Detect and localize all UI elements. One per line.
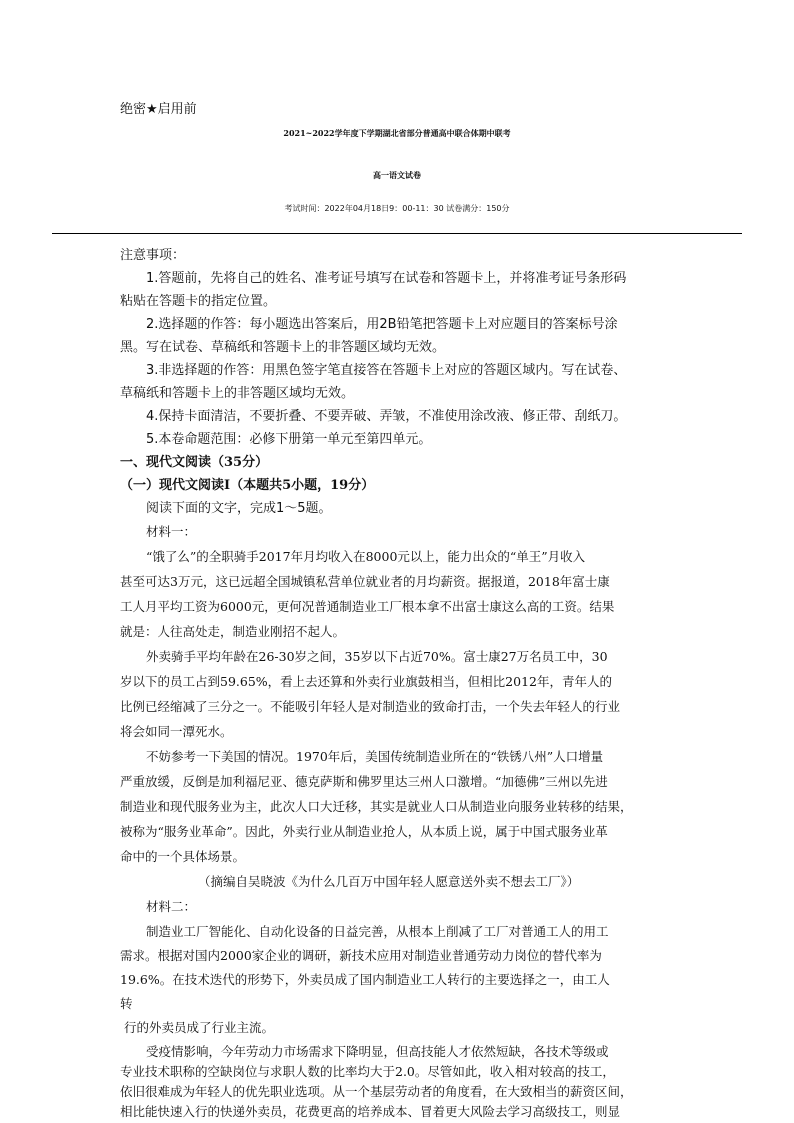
note-line: 草稿纸和答题卡上的非答题区域均无效。 [120, 386, 355, 401]
material2-line: 依旧很难成为年轻人的优先职业选项。从一个基层劳动者的角度看，在大致相当的薪资区间， [120, 1084, 633, 1099]
material2-line: 专业技术职称的空缺岗位与求职人数的比率均大于2.0。尽管如此，收入相对较高的技工， [120, 1064, 615, 1079]
material2-line: 19.6%。在技术迭代的形势下，外卖员成了国内制造业工人转行的主要选择之一，由工人 [120, 972, 610, 987]
exam-subtitle: 高一语文试卷 [373, 170, 421, 180]
material1-label: 材料一： [146, 524, 197, 539]
material1-line: 命中的一个具体场景。 [120, 849, 246, 864]
confidential-mark: 绝密★启用前 [120, 102, 197, 117]
material1-line: 比例已经缩减了三分之一。不能吸引年轻人是对制造业的致命打击，一个失去年轻人的行业 [120, 699, 621, 714]
reading-instruction: 阅读下面的文字，完成1～5题。 [146, 501, 332, 516]
material1-line: 制造业和现代服务业为主，此次人口大迁移，其实是就业人口从制造业向服务业转移的结果， [120, 799, 633, 814]
material1-line: “饿了么”的全职骑手2017年月均收入在8000元以上，能力出众的“单王”月收入 [146, 549, 586, 564]
material1-line: 工人月平均工资为6000元，更何况普通制造业工厂根本拿不出富士康这么高的工资。结果 [120, 599, 615, 614]
notes-heading: 注意事项： [120, 248, 186, 263]
material2-line: 行的外卖员成了行业主流。 [124, 1020, 275, 1035]
material1-line: 外卖骑手平均年龄在26-30岁之间，35岁以下占近70%。富士康27万名员工中，30 [146, 649, 608, 664]
material1-line: 不妨参考一下美国的情况。1970年后，美国传统制造业所在的“铁锈八州”人口增量 [146, 749, 604, 764]
note-line: 1.答题前，先将自己的姓名、准考证号填写在试卷和答题卡上，并将准考证号条形码 [146, 271, 627, 286]
exam-info: 考试时间：2022年04月18日9：00-11：30 试卷满分：150分 [284, 204, 510, 213]
note-line: 3.非选择题的作答：用黑色签字笔直接答在答题卡上对应的答题区域内。写在试卷、 [146, 363, 627, 378]
note-line: 5.本卷命题范围：必修下册第一单元至第四单元。 [146, 432, 432, 447]
material2-line: 受疫情影响，今年劳动力市场需求下降明显，但高技能人才依然短缺，各技术等级或 [146, 1044, 609, 1059]
section-heading: 一、现代文阅读（35分） [120, 455, 269, 470]
material1-line: 甚至可达3万元，这已远超全国城镇私营单位就业者的月均薪资。据报道，2018年富士康 [120, 574, 610, 589]
header-divider [52, 233, 742, 234]
material1-line: 岁以下的员工占到59.65%，看上去还算和外卖行业旗鼓相当，但相比2012年，青年人的 [120, 674, 612, 689]
material1-citation: （摘编自吴晓波《为什么几百万中国年轻人愿意送外卖不想去工厂》） [198, 874, 580, 889]
material2-label: 材料二： [146, 899, 197, 914]
material2-line: 相比能快速入行的快递外卖员，花费更高的培养成本、冒着更大风险去学习高级技工，则显 [120, 1104, 621, 1119]
note-line: 2.选择题的作答：每小题选出答案后，用2B铅笔把答题卡上对应题目的答案标号涂 [146, 317, 618, 332]
material2-line: 制造业工厂智能化、自动化设备的日益完善，从根本上削减了工厂对普通工人的用工 [146, 924, 609, 939]
material2-line: 需求。根据对国内2000家企业的调研，新技术应用对制造业普通劳动力岗位的替代率为 [120, 948, 602, 963]
note-line: 粘贴在答题卡的指定位置。 [120, 294, 277, 309]
material1-line: 就是：人往高处走，制造业刚招不起人。 [120, 624, 346, 639]
material1-line: 将会如同一潭死水。 [120, 724, 233, 739]
section-subheading: （一）现代文阅读Ⅰ（本题共5小题，19分） [120, 478, 375, 493]
exam-title: 2021~2022学年度下学期湖北省部分普通高中联合体期中联考 [283, 128, 511, 138]
material1-line: 被称为“服务业革命”。因此，外卖行业从制造业抢人，从本质上说，属于中国式服务业革 [120, 824, 608, 839]
note-line: 黑。写在试卷、草稿纸和答题卡上的非答题区域均无效。 [120, 340, 446, 355]
note-line: 4.保持卡面清洁，不要折叠、不要弄破、弄皱，不准使用涂改液、修正带、刮纸刀。 [146, 409, 627, 424]
material2-line: 转 [120, 996, 133, 1011]
material1-line: 严重放缓，反倒是加利福尼亚、德克萨斯和佛罗里达三州人口激增。“加德佛”三州以先进 [120, 774, 608, 789]
